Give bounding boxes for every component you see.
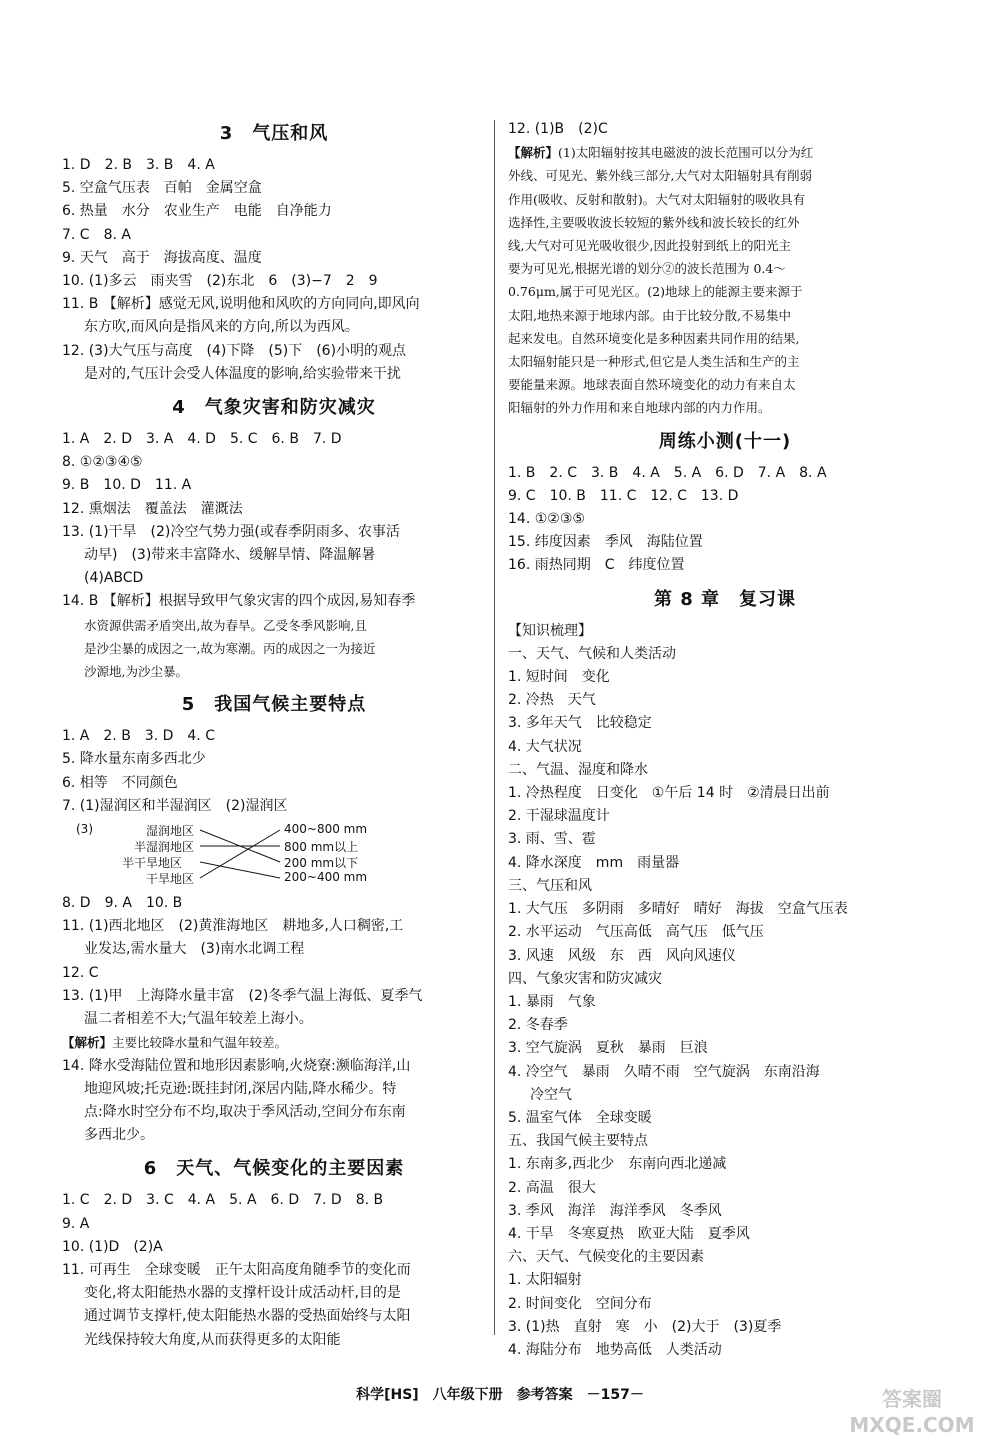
- explanation-line: 沙源地,为沙尘暴。: [84, 664, 188, 680]
- answer-line: 8. ①②③④⑤: [62, 454, 143, 471]
- answer-line: 7. (1)湿润区和半湿润区 (2)湿润区: [62, 797, 288, 814]
- explanation-line: [508, 141, 942, 164]
- answer-line: (4)ABCD: [84, 570, 144, 587]
- review-line: 3. 季风 海洋 海洋季风 冬季风: [508, 1202, 722, 1219]
- answer-line: 14. B 【解析】根据导致甲气象灾害的四个成因,易知春季: [62, 593, 416, 610]
- section-title-review: 第 8 章 复习课: [653, 588, 797, 610]
- diagram-range: 800 mm以上: [284, 840, 359, 855]
- answer-line: 6. 热量 水分 农业生产 电能 自净能力: [62, 203, 332, 220]
- explanation-line: [62, 1031, 486, 1054]
- answer-line: 东方吹,而风向是指风来的方向,所以为西风。: [84, 319, 359, 336]
- answer-line: 11. (1)西北地区 (2)黄淮海地区 耕地多,人口稠密,工: [62, 918, 404, 935]
- review-line: 2. 干湿球温度计: [508, 808, 610, 825]
- analysis-text: (1)太阳辐射按其电磁波的波长范围可以分为红: [558, 145, 814, 161]
- review-line: 四、气象灾害和防灾减灾: [508, 970, 662, 987]
- column-divider: [494, 120, 495, 1335]
- answer-line: 6. 相等 不同颜色: [62, 774, 178, 791]
- review-line: 1. 暴雨 气象: [508, 993, 596, 1010]
- answer-line: 9. B 10. D 11. A: [62, 477, 192, 494]
- section-title-4: 4 气象灾害和防灾减灾: [172, 397, 376, 419]
- explanation-line: 要能量来源。地球表面自然环境变化的动力有来自太: [508, 377, 796, 393]
- explanation-line: 选择性,主要吸收波长较短的紫外线和波长较长的红外: [508, 214, 800, 230]
- answer-line: 5. 降水量东南多西北少: [62, 751, 206, 768]
- answer-line: 5. 空盒气压表 百帕 金属空盒: [62, 180, 262, 197]
- section-title-quiz: 周练小测(十一): [658, 430, 792, 452]
- analysis-tag: 【解析】: [508, 145, 559, 161]
- review-line: 冷空气: [530, 1086, 572, 1103]
- explanation-line: 0.76μm,属于可见光区。(2)地球上的能源主要来源于: [508, 284, 803, 300]
- answer-line: 12. 熏烟法 覆盖法 灌溉法: [62, 500, 243, 517]
- review-line: 三、气压和风: [508, 877, 592, 894]
- review-line: 2. 高温 很大: [508, 1179, 596, 1196]
- answer-line: 14. ①②③⑤: [508, 511, 585, 528]
- section-title-6: 6 天气、气候变化的主要因素: [143, 1158, 405, 1180]
- review-line: 1. 冷热程度 日变化 ①午后 14 时 ②清晨日出前: [508, 785, 830, 802]
- answer-line: 8. D 9. A 10. B: [62, 895, 183, 912]
- review-line: 【知识梳理】: [508, 622, 592, 639]
- review-line: 4. 大气状况: [508, 738, 582, 755]
- diagram-range: 200 mm以下: [284, 856, 359, 871]
- answer-line: 是对的,气压计会受人体温度的影响,给实验带来干扰: [84, 365, 401, 382]
- review-line: 2. 时间变化 空间分布: [508, 1295, 652, 1312]
- answer-line: 1. D 2. B 3. B 4. A: [62, 157, 215, 173]
- answer-line: 温二者相差不大;气温年较差上海小。: [84, 1011, 313, 1028]
- left-column: [62, 112, 486, 1352]
- explanation-line: 水资源供需矛盾突出,故为春旱。乙受冬季风影响,且: [84, 617, 367, 633]
- explanation-line: 起来发电。自然环境变化是多种因素共同作用的结果,: [508, 330, 800, 346]
- explanation-line: 外线、可见光、紫外线三部分,大气对太阳辐射具有削弱: [508, 168, 812, 184]
- diagram-range: 400~800 mm: [284, 822, 368, 837]
- review-line: 3. 雨、雪、雹: [508, 831, 596, 848]
- review-line: 二、气温、湿度和降水: [508, 761, 648, 778]
- answer-line: 11. B 【解析】感觉无风,说明他和风吹的方向同向,即风向: [62, 296, 420, 313]
- answer-line: 光线保持较大角度,从而获得更多的太阳能: [84, 1331, 341, 1348]
- section-title-3: 3 气压和风: [219, 123, 329, 144]
- review-line: 1. 东南多,西北少 东南向西北递减: [508, 1156, 727, 1173]
- review-line: 3. 空气旋涡 夏秋 暴雨 巨浪: [508, 1040, 708, 1057]
- review-line: 4. 干旱 冬寒夏热 欧亚大陆 夏季风: [508, 1225, 750, 1242]
- diagram-range: 200~400 mm: [284, 870, 368, 885]
- answer-line: 多西北少。: [84, 1127, 154, 1144]
- matching-lines: [62, 820, 486, 890]
- answer-line: 12. (1)B (2)C: [508, 121, 608, 137]
- answer-line: 动早) (3)带来丰富降水、缓解旱情、降温解暑: [84, 547, 376, 564]
- review-line: 3. 风速 风级 东 西 风向风速仪: [508, 947, 736, 964]
- answer-line: 16. 雨热同期 C 纬度位置: [508, 557, 685, 574]
- answer-line: 14. 降水受海陆位置和地形因素影响,火烧寮:濒临海洋,山: [62, 1057, 411, 1074]
- review-line: 3. 多年天气 比较稳定: [508, 715, 652, 732]
- answer-line: 12. (3)大气压与高度 (4)下降 (5)下 (6)小明的观点: [62, 342, 407, 359]
- analysis-tag: 【解析】: [62, 1035, 113, 1051]
- review-line: 六、天气、气候变化的主要因素: [508, 1249, 704, 1266]
- answer-line: 1. A 2. D 3. A 4. D 5. C 6. B 7. D: [62, 431, 342, 448]
- review-line: 4. 冷空气 暴雨 久晴不雨 空气旋涡 东南沿海: [508, 1063, 820, 1080]
- answer-line: 1. A 2. B 3. D 4. C: [62, 728, 215, 745]
- explanation-line: 作用(吸收、反射和散射)。大气对太阳辐射的吸收具有: [508, 191, 806, 207]
- review-line: 1. 大气压 多阴雨 多晴好 晴好 海拔 空盒气压表: [508, 901, 848, 918]
- answer-line: 变化,将太阳能热水器的支撑杆设计成活动杆,目的是: [84, 1285, 401, 1302]
- review-line: 2. 冷热 天气: [508, 692, 596, 709]
- explanation-line: 是沙尘暴的成因之一,故为寒潮。丙的成因之一为接近: [84, 640, 376, 656]
- answer-line: 1. C 2. D 3. C 4. A 5. A 6. D 7. D 8. B: [62, 1192, 384, 1209]
- answer-line: 通过调节支撑杆,使太阳能热水器的受热面始终与太阳: [84, 1308, 411, 1325]
- review-line: 5. 温室气体 全球变暖: [508, 1109, 652, 1126]
- matching-diagram: [62, 820, 486, 890]
- diagram-region: 半干旱地区: [122, 856, 183, 871]
- answer-line: 15. 纬度因素 季风 海陆位置: [508, 534, 703, 551]
- answer-line: 1. B 2. C 3. B 4. A 5. A 6. D 7. A 8. A: [508, 464, 827, 481]
- answer-line: 11. 可再生 全球变暖 正午太阳高度角随季节的变化而: [62, 1261, 411, 1278]
- answer-line: 13. (1)甲 上海降水量丰富 (2)冬季气温上海低、夏季气: [62, 987, 423, 1004]
- explanation-line: 线,大气对可见光吸收很少,因此投射到纸上的阳光主: [508, 238, 791, 254]
- analysis-text: 主要比较降水量和气温年较差。: [112, 1035, 288, 1051]
- explanation-line: 要为可见光,根据光谱的划分②的波长范围为 0.4～: [508, 261, 786, 277]
- answer-line: 业发达,需水量大 (3)南水北调工程: [84, 941, 305, 958]
- page-footer: 科学[HS] 八年级下册 参考答案 －157－: [356, 1387, 644, 1403]
- diagram-region: 半湿润地区: [134, 840, 195, 855]
- review-line: 4. 海陆分布 地势高低 人类活动: [508, 1341, 722, 1358]
- answer-line: 12. C: [62, 964, 99, 981]
- answer-line: 9. A: [62, 1215, 90, 1232]
- watermark-text: 答案圈: [882, 1387, 942, 1411]
- right-column: [508, 118, 942, 1362]
- answer-line: 7. C 8. A: [62, 226, 131, 243]
- review-line: 一、天气、气候和人类活动: [508, 645, 676, 662]
- answer-line: 9. 天气 高于 海拔高度、温度: [62, 249, 262, 266]
- explanation-line: 阳辐射的外力作用和来自地球内部的内力作用。: [508, 400, 771, 416]
- explanation-line: 太阳辐射能只是一种形式,但它是人类生活和生产的主: [508, 354, 800, 370]
- answer-line: 10. (1)D (2)A: [62, 1238, 163, 1255]
- review-line: 1. 太阳辐射: [508, 1272, 582, 1289]
- diagram-region: 干旱地区: [146, 872, 195, 887]
- review-line: 3. (1)热 直射 寒 小 (2)大于 (3)夏季: [508, 1318, 782, 1335]
- watermark-url: MXQE.COM: [849, 1413, 975, 1437]
- review-line: 2. 冬春季: [508, 1017, 568, 1034]
- watermark-logo: [838, 1386, 986, 1444]
- answer-line: 13. (1)干旱 (2)冷空气势力强(或春季阴雨多、农事活: [62, 523, 400, 540]
- answer-line: 点:降水时空分布不均,取决于季风活动,空间分布东南: [84, 1103, 406, 1120]
- answer-line: 10. (1)多云 雨夹雪 (2)东北 6 (3)−7 2 9: [62, 273, 378, 290]
- answer-line: 地迎风坡;托克逊:既挂封闭,深居内陆,降水稀少。特: [84, 1080, 397, 1097]
- explanation-line: 太阳,地热来源于地球内部。由于比较分散,不易集中: [508, 307, 791, 323]
- answer-line: 9. C 10. B 11. C 12. C 13. D: [508, 487, 739, 504]
- review-line: 2. 水平运动 气压高低 高气压 低气压: [508, 924, 764, 941]
- review-line: 4. 降水深度 mm 雨量器: [508, 854, 680, 871]
- review-line: 五、我国气候主要特点: [508, 1133, 648, 1150]
- review-line: 1. 短时间 变化: [508, 669, 610, 686]
- section-title-5: 5 我国气候主要特点: [181, 694, 367, 716]
- diagram-number: (3): [76, 822, 93, 837]
- diagram-region: 湿润地区: [146, 824, 195, 839]
